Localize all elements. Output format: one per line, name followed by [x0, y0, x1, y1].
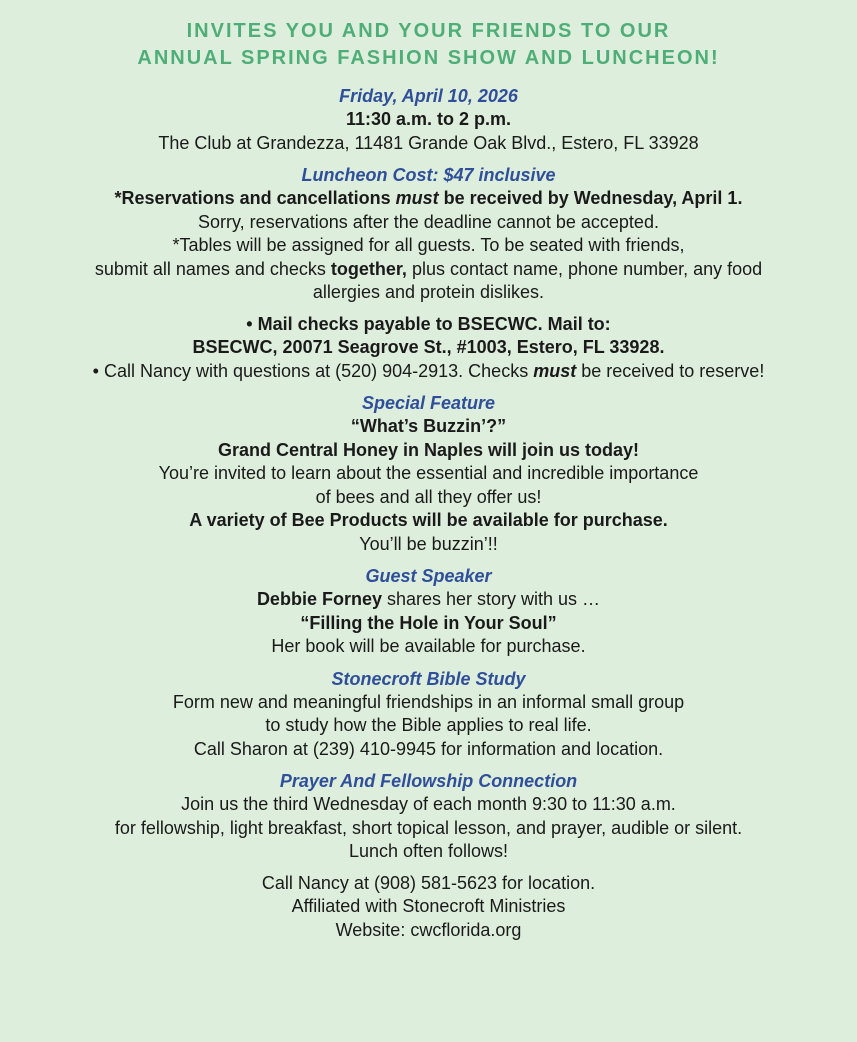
event-time: 11:30 a.m. to 2 p.m.: [345, 109, 512, 129]
special-feature-heading: Special Feature: [361, 393, 496, 413]
event-date: Friday, April 10, 2026: [339, 86, 518, 106]
footer-website: Website: cwcflorida.org: [335, 919, 522, 940]
special-feature-title: “What’s Buzzin’?”: [350, 416, 507, 436]
prayer-fellowship-heading: Prayer And Fellowship Connection: [279, 771, 578, 791]
speaker-intro: Debbie Forney shares her story with us …: [256, 589, 601, 609]
special-feature-desc-2: of bees and all they offer us!: [315, 486, 542, 507]
footer-affiliation: Affiliated with Stonecroft Ministries: [291, 896, 566, 916]
prayer-line-2: for fellowship, light breakfast, short topical lesson, and prayer, audible or silent.: [114, 817, 743, 838]
footer-call-nancy: Call Nancy at (908) 581-5623 for location.: [261, 872, 596, 893]
bible-study-line-1: Form new and meaningful friendships in an informal small group: [172, 691, 685, 712]
luncheon-cost-heading: Luncheon Cost: $47 inclusive: [301, 165, 556, 185]
bible-study-line-3: Call Sharon at (239) 410-9945 for information and location.: [193, 738, 664, 759]
call-nancy-questions: • Call Nancy with questions at (520) 904-2913. Checks must be received to reserve!: [92, 360, 765, 381]
bible-study-heading: Stonecroft Bible Study: [331, 668, 526, 689]
bible-study-line-2: to study how the Bible applies to real life.: [265, 715, 592, 735]
special-feature-closing: You’ll be buzzin’!!: [359, 533, 498, 554]
headline-line-1: INVITES YOU AND YOUR FRIENDS TO OUR: [186, 20, 671, 42]
mail-address: BSECWC, 20071 Seagrove St., #1003, Estero, FL 33928.: [192, 337, 665, 357]
prayer-line-1: Join us the third Wednesday of each month 9:30 to 11:30 a.m.: [181, 794, 676, 814]
prayer-line-3: Lunch often follows!: [348, 841, 509, 861]
mail-checks-line: • Mail checks payable to BSECWC. Mail to:: [246, 313, 611, 334]
event-location: The Club at Grandezza, 11481 Grande Oak Blvd., Estero, FL 33928: [158, 132, 699, 153]
speaker-talk-title: “Filling the Hole in Your Soul”: [300, 612, 557, 633]
special-feature-desc-1: You’re invited to learn about the essential and incredible importance: [158, 463, 699, 483]
special-feature-guest: Grand Central Honey in Naples will join us today!: [217, 439, 640, 460]
bee-products-note: A variety of Bee Products will be available for purchase.: [189, 510, 668, 530]
reservation-deadline: *Reservations and cancellations must be received by Wednesday, April 1.: [114, 188, 743, 208]
headline-line-2: ANNUAL SPRING FASHION SHOW AND LUNCHEON!: [137, 47, 720, 69]
deadline-note: Sorry, reservations after the deadline cannot be accepted.: [198, 211, 659, 232]
guest-speaker-heading: Guest Speaker: [365, 566, 492, 586]
tables-note-3: allergies and protein dislikes.: [312, 282, 545, 302]
flyer: [0, 18, 857, 1042]
tables-note-2: submit all names and checks together, plus contact name, phone number, any food: [94, 258, 763, 279]
tables-note-1: *Tables will be assigned for all guests. To be seated with friends,: [172, 235, 685, 255]
speaker-book-note: Her book will be available for purchase.: [271, 636, 586, 656]
